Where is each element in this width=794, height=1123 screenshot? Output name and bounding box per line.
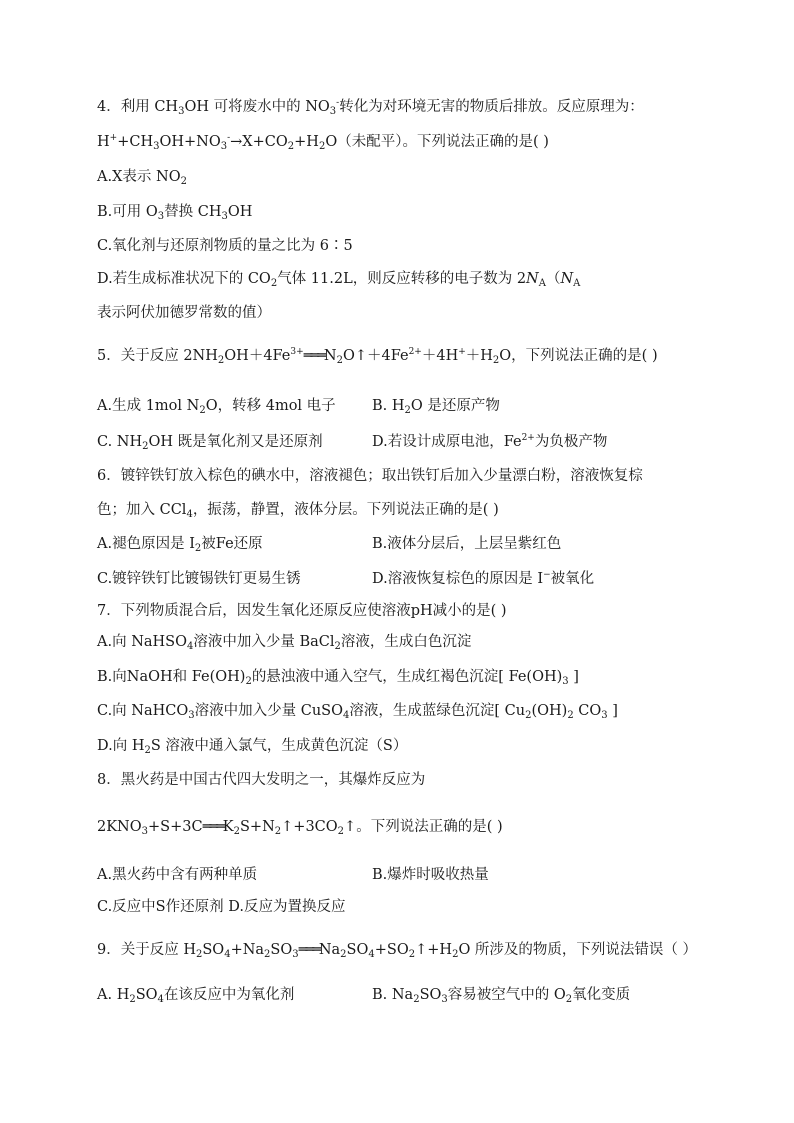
q4-stem-line1: 4．利用 $CH_3OH$ 可将废水中的 $NO_3^-$转化为对环境无害的物质后排放。反应原理为： [97,98,644,117]
q7-option-c: C.向 NaHCO$_3$溶液中加入少量 CuSO$_4$溶液，生成蓝绿色沉淀[ $Cu_2(OH)_2$ $CO_3$ ] [97,703,618,721]
q4-option-d-line2: 表示阿伏加德罗常数的值） [97,305,271,321]
q8-option-cd: C.反应中S作还原剂 D.反应为置换反应 [97,899,346,915]
q6-stem-line1: 6．镀锌铁钉放入棕色的碘水中，溶液褪色；取出铁钉后加入少量漂白粉，溶液恢复棕 [97,468,643,484]
q4-stem-line2: $H^++CH_3OH+NO_3^-\to X+CO_2+H_2O$（未配平）。下列说法正确的是( ) [97,133,549,152]
q5-option-b: B. $H_2O$ 是还原产物 [372,398,500,416]
q6-option-a: A.褪色原因是 $I_2$被Fe还原 [97,536,263,554]
q7-option-b: B.向NaOH和 $Fe(OH)_2$的悬浊液中通入空气，生成红褐色沉淀[ $Fe(OH)_3$ ] [97,669,579,687]
q4-option-d: D.若生成标准状况下的 $CO_2$气体 11.2L，则反应转移的电子数为 $2N_A(N_A$ [97,271,581,289]
q9-option-a: A. $H_2SO_4$在该反应中为氧化剂 [97,987,295,1005]
q6-stem-line2: 色；加入 CCl$_4$，振荡，静置，液体分层。下列说法正确的是( ) [97,502,499,520]
q9-option-b: B. $Na_2SO_3$容易被空气中的 $O_2$氧化变质 [372,987,631,1005]
q4-option-a: A.X表示 $NO_2$ [97,169,187,187]
q8-option-b: B.爆炸时吸收热量 [372,867,489,883]
q5-option-d: D.若设计成原电池，$Fe^{2+}$为负极产物 [372,433,608,450]
q5-option-a: A.生成 1mol $N_2O$，转移 4mol 电子 [97,398,336,416]
q8-stem-line1: 8．黑火药是中国古代四大发明之一，其爆炸反应为 [97,772,426,788]
q5-stem: 5．关于反应 $2NH_2OH+4Fe^{3+}═══N_2O↑+4Fe^{2+}+4H^++H_2O$，下列说法正确的是( ) [97,347,658,366]
q4-option-b: B.可用 $O_3$替换 $CH_3OH$ [97,204,253,222]
q7-stem: 7．下列物质混合后，因发生氧化还原反应使溶液pH减小的是( ) [97,603,507,619]
q7-option-d: D.向 $H_2S$ 溶液中通入氯气，生成黄色沉淀（S） [97,738,408,756]
q6-option-c: C.镀锌铁钉比镀锡铁钉更易生锈 [97,571,301,587]
q7-option-a: A.向 NaHSO$_4$溶液中加入少量 BaCl$_2$溶液，生成白色沉淀 [97,634,472,652]
q9-stem: 9．关于反应 $H_2SO_4+Na_2SO_3═══Na_2SO_4+SO_2↑+H_2O$ 所涉及的物质，下列说法错误（ ） [97,942,698,960]
q6-option-d: D.溶液恢复棕色的原因是 I−被氧化 [372,570,595,587]
q4-option-c: C.氧化剂与还原剂物质的量之比为 6∶5 [97,238,353,254]
q5-option-c: C. $NH_2OH$ 既是氧化剂又是还原剂 [97,434,323,452]
q6-option-b: B.液体分层后，上层呈紫红色 [372,536,562,552]
q8-stem-line2: $2KNO_3+S+3C═══K_2S+N_2↑+3CO_2↑$。下列说法正确的是( ) [97,819,503,837]
q8-option-a: A.黑火药中含有两种单质 [97,867,258,883]
